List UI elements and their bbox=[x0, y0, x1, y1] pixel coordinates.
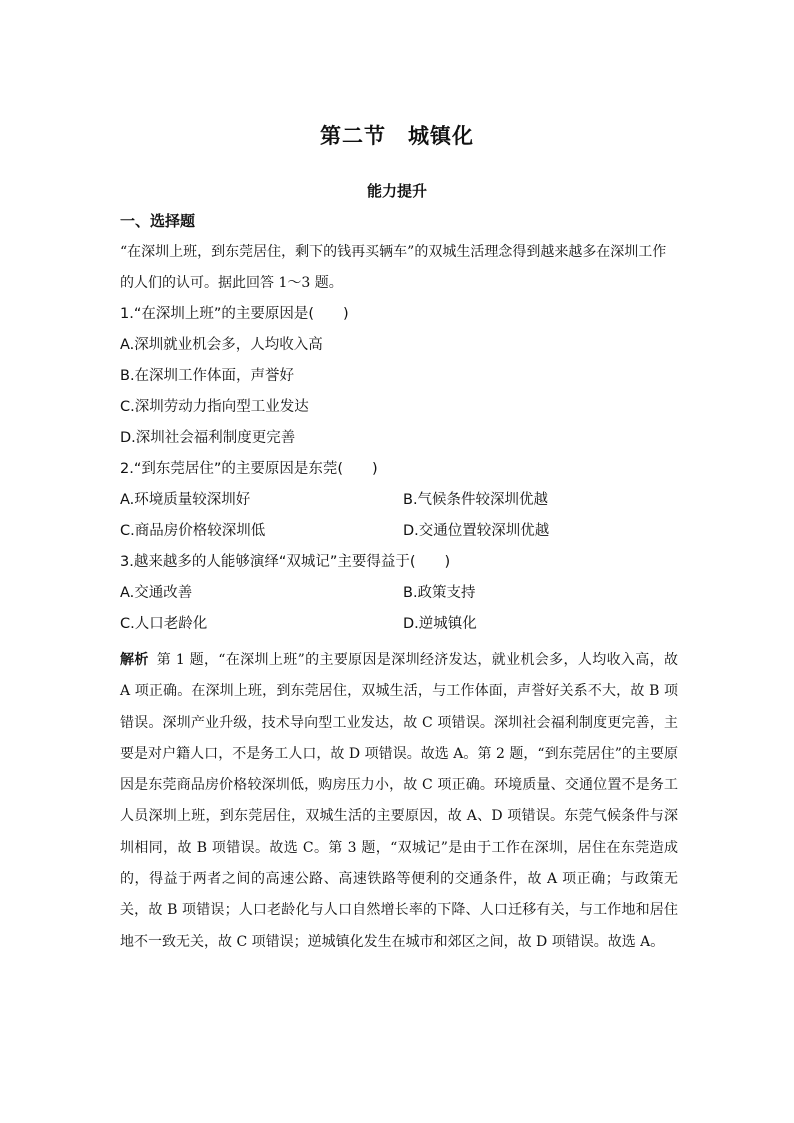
question-2-stem: 2.“到东莞居住”的主要原因是东莞( ) bbox=[120, 461, 378, 477]
analysis-text: 第 1 题，“在深圳上班”的主要原因是深圳经济发达，就业机会多，人均收入高，故 A 项正确。在深圳上班，到东莞居住，双城生活，与工作体面，声誉好关系不大，故 B 项错误。深圳产业升级，技术导向型工业发达，故 C 项错误。深圳社会福利制度更完善，主要是对户籍人口，不是务工人口，故 D 项错误。故选 A。第 2 题，“到东莞居住”的主要原因是东莞商品房价格较深圳低，购房压力小，故 C 项正确。环境质量、交通位置不是务工人员深圳上班，到东莞居住，双城生活的主要原因，故 A、D 项错误。东莞气候条件与深圳相同，故 B 项错误。故选 C。第 3 题，“双城记”是由于工作在深圳，居住在东莞造成的，得益于两者之间的高速公路、高速铁路等便利的交通条件，故 A 项正确；与政策无关，故 B 项错误；人口老龄化与人口自然增长率的下降、人口迁移有关，与工作地和居住地不一致无关，故 C 项错误；逆城镇化发生在城市和郊区之间，故 D 项错误。故选 A。 bbox=[120, 652, 679, 950]
question-3-option-d: D.逆城镇化 bbox=[403, 616, 477, 632]
question-intro: “在深圳上班，到东莞居住，剩下的钱再买辆车”的双城生活理念得到越来越多在深圳工作的人们的认可。据此回答 1～3 题。 bbox=[120, 244, 667, 291]
question-1-option-a: A.深圳就业机会多，人均收入高 bbox=[120, 337, 323, 353]
question-3-option-a: A.交通改善 bbox=[120, 585, 193, 601]
page-subtitle: 能力提升 bbox=[366, 182, 427, 200]
question-3-option-b: B.政策支持 bbox=[403, 585, 476, 601]
question-1-option-b: B.在深圳工作体面，声誉好 bbox=[120, 368, 295, 384]
question-1-option-d: D.深圳社会福利制度更完善 bbox=[120, 430, 296, 446]
question-1-option-c: C.深圳劳动力指向型工业发达 bbox=[120, 399, 309, 415]
question-3-stem: 3.越来越多的人能够演绎“双城记”主要得益于( ) bbox=[120, 554, 451, 570]
section-heading: 一、选择题 bbox=[120, 212, 196, 230]
question-1-stem: 1.“在深圳上班”的主要原因是( ) bbox=[120, 306, 349, 322]
question-2-option-b: B.气候条件较深圳优越 bbox=[403, 492, 549, 508]
question-2-option-a: A.环境质量较深圳好 bbox=[120, 492, 251, 508]
question-2-option-d: D.交通位置较深圳优越 bbox=[403, 523, 550, 539]
analysis-label: 解析 bbox=[120, 652, 149, 668]
question-3-option-c: C.人口老龄化 bbox=[120, 616, 208, 632]
question-2-option-c: C.商品房价格较深圳低 bbox=[120, 523, 266, 539]
page-title: 第二节 城镇化 bbox=[320, 123, 474, 148]
analysis-paragraph bbox=[120, 645, 678, 958]
